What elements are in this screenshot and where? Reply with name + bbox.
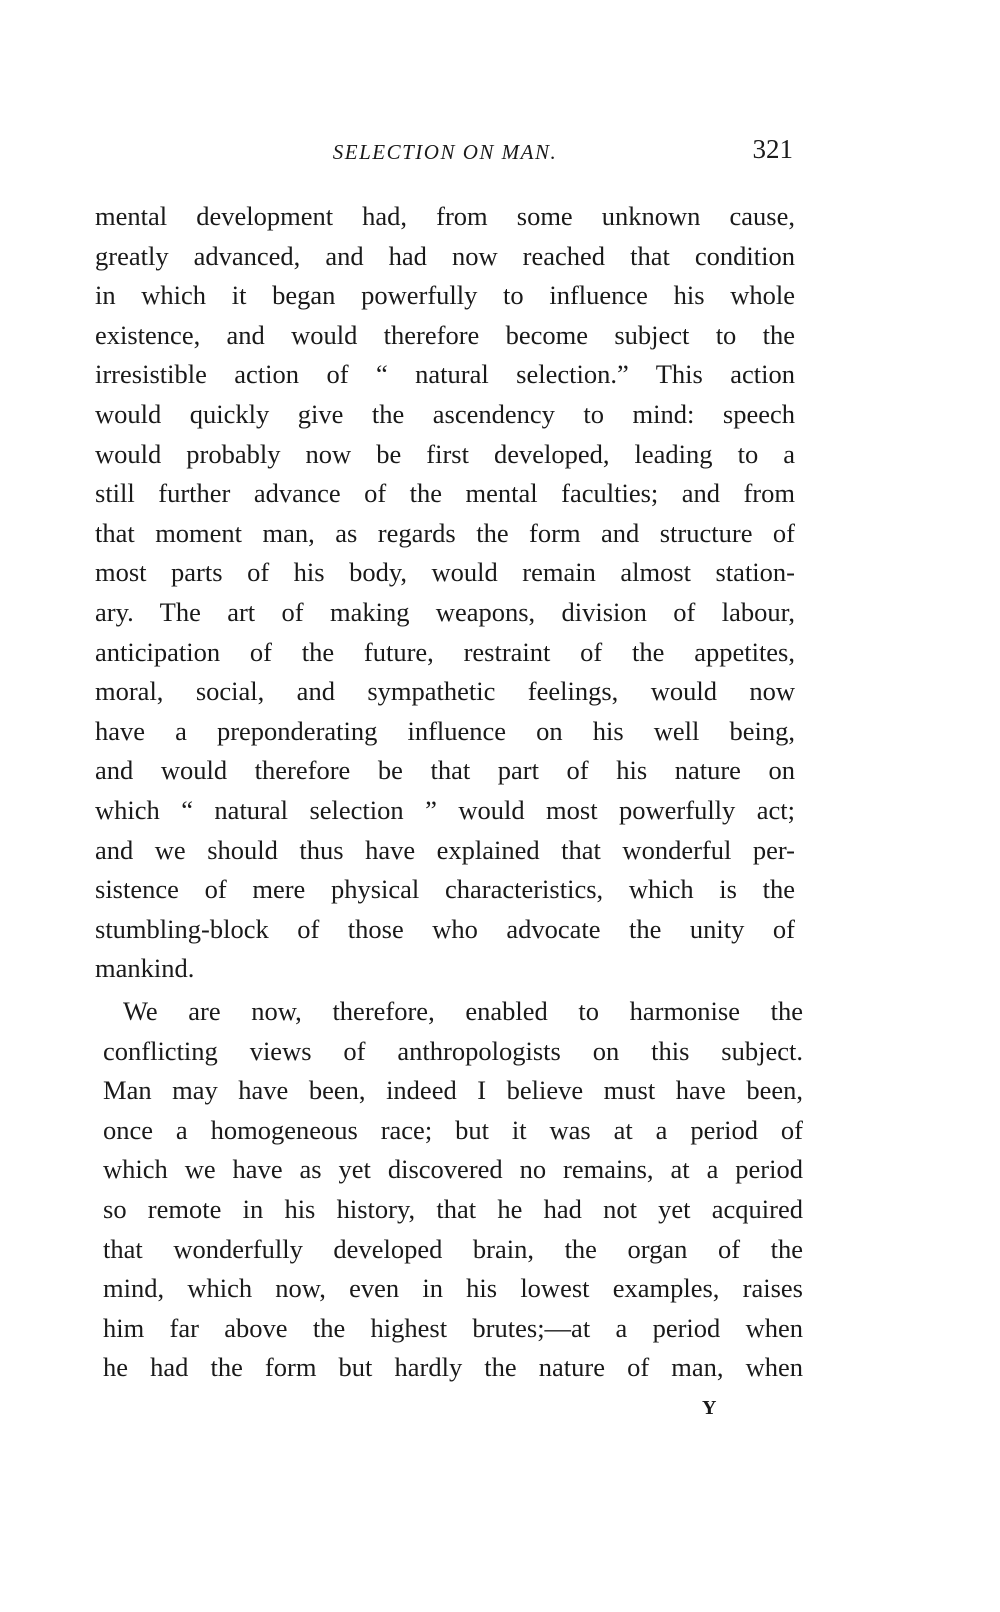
text-line: that moment man, as regards the form and structure of xyxy=(95,517,795,548)
text-line: conflicting views of anthropologists on this subject. xyxy=(103,1035,803,1066)
text-line: mankind. xyxy=(95,953,195,984)
text-line: moral, social, and sympathetic feelings, would now xyxy=(95,676,795,707)
text-line: which “ natural selection ” would most powerfully act; xyxy=(95,794,795,825)
text-line: anticipation of the future, restraint of the appetites, xyxy=(95,636,795,667)
text-line: irresistible action of “ natural selection.” This action xyxy=(95,359,795,390)
text-line: would quickly give the ascendency to mind: speech xyxy=(95,398,795,429)
text-line: We are now, therefore, enabled to harmonise the xyxy=(123,996,803,1026)
text-line: stumbling-block of those who advocate the unity of xyxy=(95,913,795,944)
text-line: ary. The art of making weapons, division of labour, xyxy=(95,596,795,627)
paragraph-1 xyxy=(95,197,795,989)
text-line: sistence of mere physical characteristics, which is the xyxy=(95,874,795,905)
text-line: existence, and would therefore become subject to the xyxy=(95,319,795,350)
text-line: still further advance of the mental faculties; and from xyxy=(95,478,795,509)
text-line: and we should thus have explained that wonderful per- xyxy=(95,834,795,865)
page-header xyxy=(95,134,795,168)
text-line: greatly advanced, and had now reached that condition xyxy=(95,240,795,271)
text-line: and would therefore be that part of his nature on xyxy=(95,755,795,786)
running-title: SELECTION ON MAN. xyxy=(332,140,558,164)
page-number: 321 xyxy=(752,134,793,164)
text-line: most parts of his body, would remain almost station- xyxy=(95,557,795,588)
text-line: which we have as yet discovered no remains, at a period xyxy=(103,1154,803,1185)
text-line: so remote in his history, that he had not yet acquired xyxy=(103,1193,803,1224)
text-line: he had the form but hardly the nature of man, when xyxy=(103,1352,803,1383)
text-line: once a homogeneous race; but it was at a period of xyxy=(103,1114,803,1145)
text-line: mental development had, from some unknown cause, xyxy=(95,201,795,231)
text-line: have a preponderating influence on his well being, xyxy=(95,715,795,746)
text-line: Man may have been, indeed I believe must have been, xyxy=(103,1075,803,1106)
signature-mark: Y xyxy=(702,1397,717,1419)
text-line: that wonderfully developed brain, the organ of the xyxy=(103,1233,803,1264)
text-line: him far above the highest brutes;—at a period when xyxy=(103,1312,803,1343)
paragraph-2 xyxy=(103,992,803,1388)
text-line: mind, which now, even in his lowest examples, raises xyxy=(103,1273,803,1304)
text-line: in which it began powerfully to influence his whole xyxy=(95,280,795,311)
text-line: would probably now be first developed, leading to a xyxy=(95,438,795,469)
